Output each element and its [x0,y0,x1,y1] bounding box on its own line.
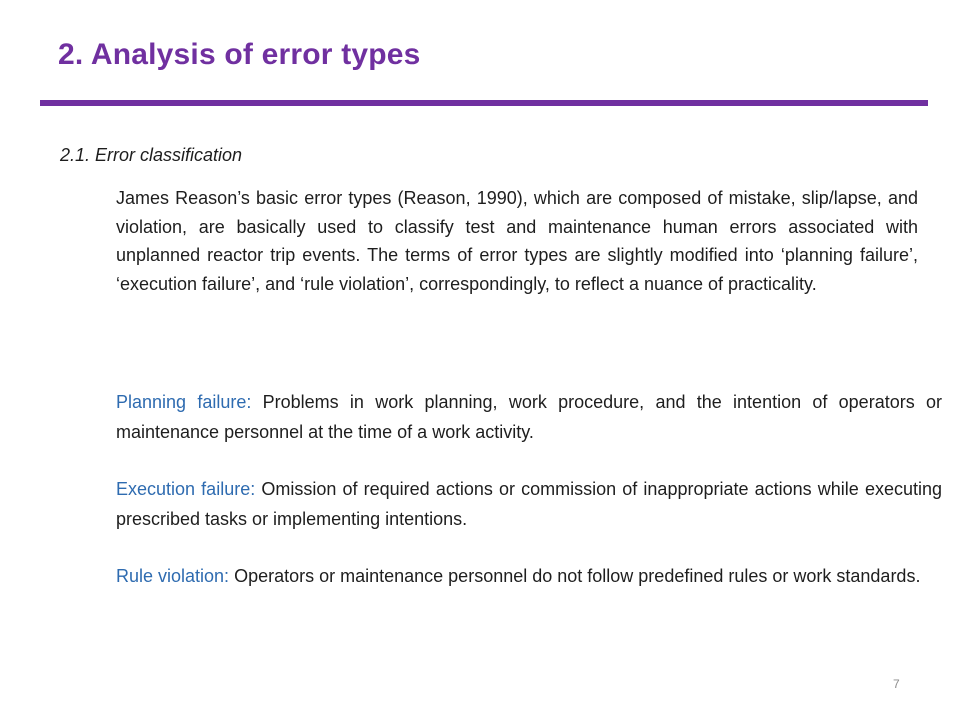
definition-text: Problems in work planning, work procedure, and the intention of operators or maintenance personnel at the time of a work activity. [116,392,942,442]
title-underline [40,100,928,106]
definition-text: Operators or maintenance personnel do not follow predefined rules or work standards. [229,566,921,586]
definition-rule-violation [116,561,942,591]
section-heading: 2.1. Error classification [60,145,243,165]
definition-execution-failure [116,474,942,534]
term-rule-violation: Rule violation: [116,566,230,586]
intro-paragraph: James Reason’s basic error types (Reason, 1990), which are composed of mistake, slip/lapse, and violation, are basically used to classify test and maintenance human errors associated with unplanned reactor trip events. The terms of error types are slightly modified into ‘planning failure’, ‘execution failure’, and ‘rule violation’, correspondingly, to reflect a nuance of practicality. [116,188,918,294]
definition-text: Omission of required actions or commission of inappropriate actions while executing prescribed tasks or implementing intentions. [116,479,943,529]
page-number: 7 [893,677,900,691]
term-planning-failure: Planning failure: [116,392,252,412]
term-execution-failure: Execution failure: [116,479,256,499]
slide-title: 2. Analysis of error types [58,38,421,71]
definition-planning-failure [116,387,942,447]
